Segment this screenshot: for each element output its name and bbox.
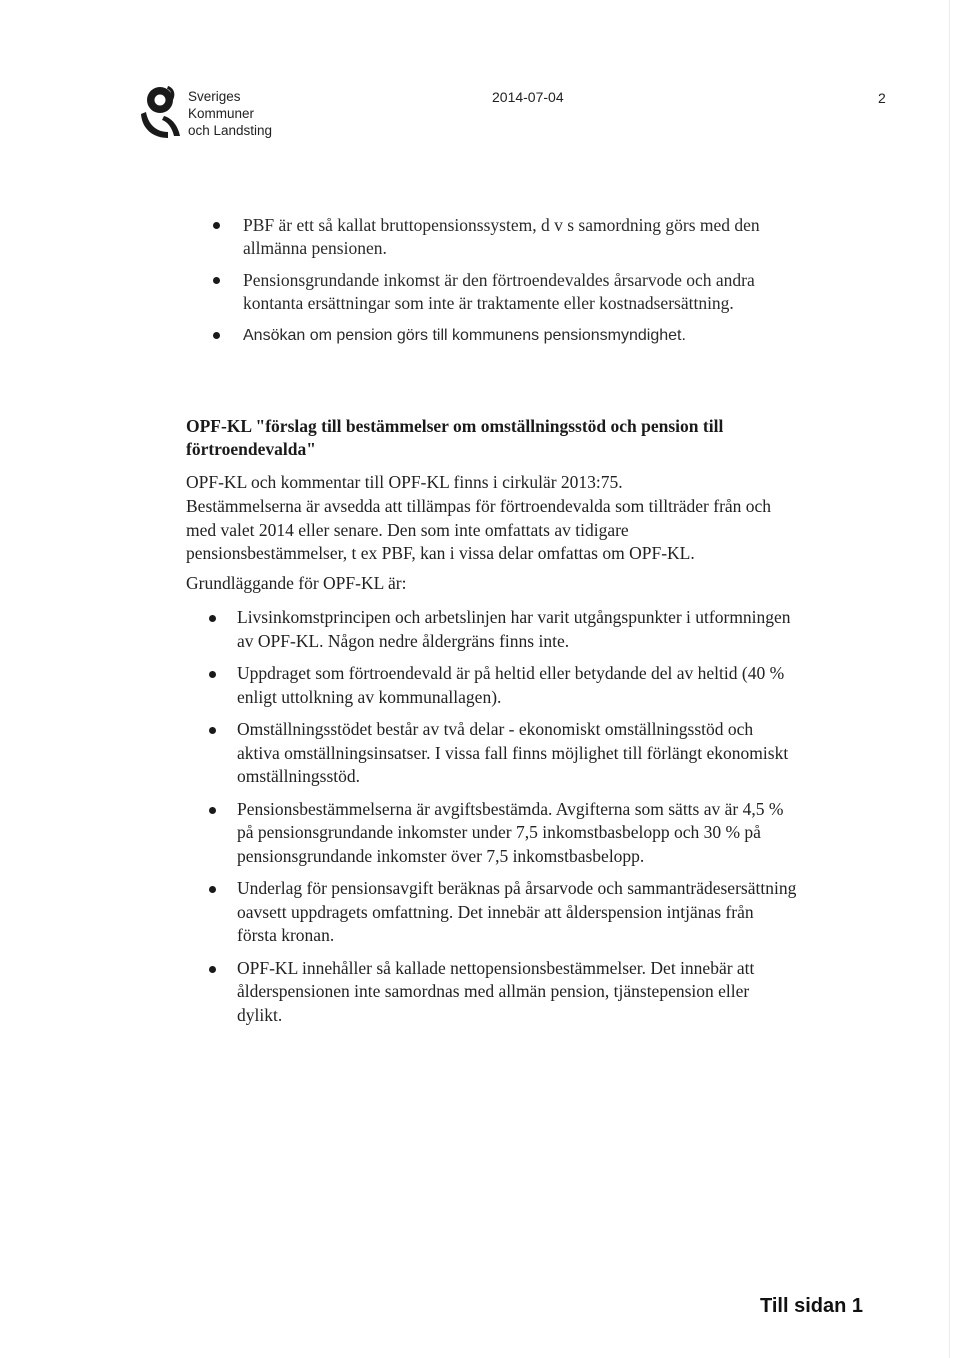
list-item-text: OPF-KL innehåller så kallade nettopensionsbestämmelser. Det innebär att ålderspensionen inte samordnas med allmän pension, tjänstepension eller dylikt.	[237, 957, 755, 1025]
fundamentals-bullet-list	[237, 606, 797, 1036]
org-line-2: Kommuner	[188, 106, 255, 121]
list-item-text: Pensionsgrundande inkomst är den förtroendevaldes årsarvode och andra kontanta ersättningar som inte är traktamente eller kostnadsersättning.	[243, 270, 755, 313]
intro-bullet-list	[243, 214, 783, 356]
list-item	[243, 269, 783, 315]
skl-logo-icon	[138, 82, 186, 140]
list-item	[243, 324, 783, 347]
org-line-3: och Landsting	[188, 123, 273, 138]
bullet-icon	[209, 615, 216, 622]
list-item	[243, 214, 783, 260]
list-item	[237, 662, 797, 709]
bullet-icon	[213, 332, 220, 339]
back-to-page-1-link[interactable]: Till sidan 1	[760, 1295, 863, 1317]
list-item-text: Ansökan om pension görs till kommunens pensionsmyndighet.	[243, 327, 686, 344]
list-item-text: Livsinkomstprincipen och arbetslinjen har varit utgångspunkter i utformningen av OPF-KL. Någon nedre åldergräns finns inte.	[237, 607, 791, 651]
page-number: 2	[878, 90, 886, 106]
paragraph-scope: Bestämmelserna är avsedda att tillämpas för förtroendevalda som tillträder från och med valet 2014 eller senare. Den som inte omfattats av tidigare pensionsbestämmelser, t ex PBF, kan i vissa delar omfattas om OPF-KL.	[186, 496, 772, 563]
organization-name	[188, 88, 272, 139]
org-line-1: Sveriges	[188, 89, 241, 104]
list-item-text: Pensionsbestämmelserna är avgiftsbestämda. Avgifterna som sätts av är 4,5 % på pensionsgrundande inkomster under 7,5 inkomstbasbelopp och 30 % på pensionsgrundande inkomster över 7,5 inkomstbasbelopp.	[237, 798, 784, 866]
list-item	[237, 877, 797, 948]
bullet-icon	[209, 671, 216, 678]
bullet-icon	[209, 886, 216, 893]
document-date: 2014-07-04	[492, 89, 564, 105]
section-heading: OPF-KL "förslag till bestämmelser om omställningsstöd och pension till förtroendevalda"	[186, 416, 724, 459]
list-item	[237, 718, 797, 789]
list-item-text: Omställningsstödet består av två delar - ekonomiskt omställningsstöd och aktiva omställningsinsatser. I vissa fall finns möjlighet till förlängt ekonomiskt omställningsstöd.	[237, 719, 789, 786]
paragraph-circular-reference: OPF-KL och kommentar till OPF-KL finns i cirkulär 2013:75.	[186, 472, 623, 492]
list-item-text: Uppdraget som förtroendevald är på heltid eller betydande del av heltid (40 % enligt uttolkning av kommunallagen).	[237, 663, 785, 707]
bullet-icon	[209, 966, 216, 973]
list-item	[237, 606, 797, 653]
list-item-text: PBF är ett så kallat bruttopensionssystem, d v s samordning görs med den allmänna pensionen.	[243, 215, 760, 258]
paragraph-fundamentals-intro: Grundläggande för OPF-KL är:	[186, 573, 407, 593]
bullet-icon	[213, 222, 220, 229]
bullet-icon	[209, 807, 216, 814]
bullet-icon	[209, 727, 216, 734]
list-item	[237, 957, 797, 1028]
bullet-icon	[213, 277, 220, 284]
list-item	[237, 798, 797, 869]
list-item-text: Underlag för pensionsavgift beräknas på årsarvode och sammanträdesersättning oavsett uppdragets omfattning. Det innebär att ålderspension intjänas från första kronan.	[237, 878, 797, 945]
page-edge	[949, 0, 950, 1358]
